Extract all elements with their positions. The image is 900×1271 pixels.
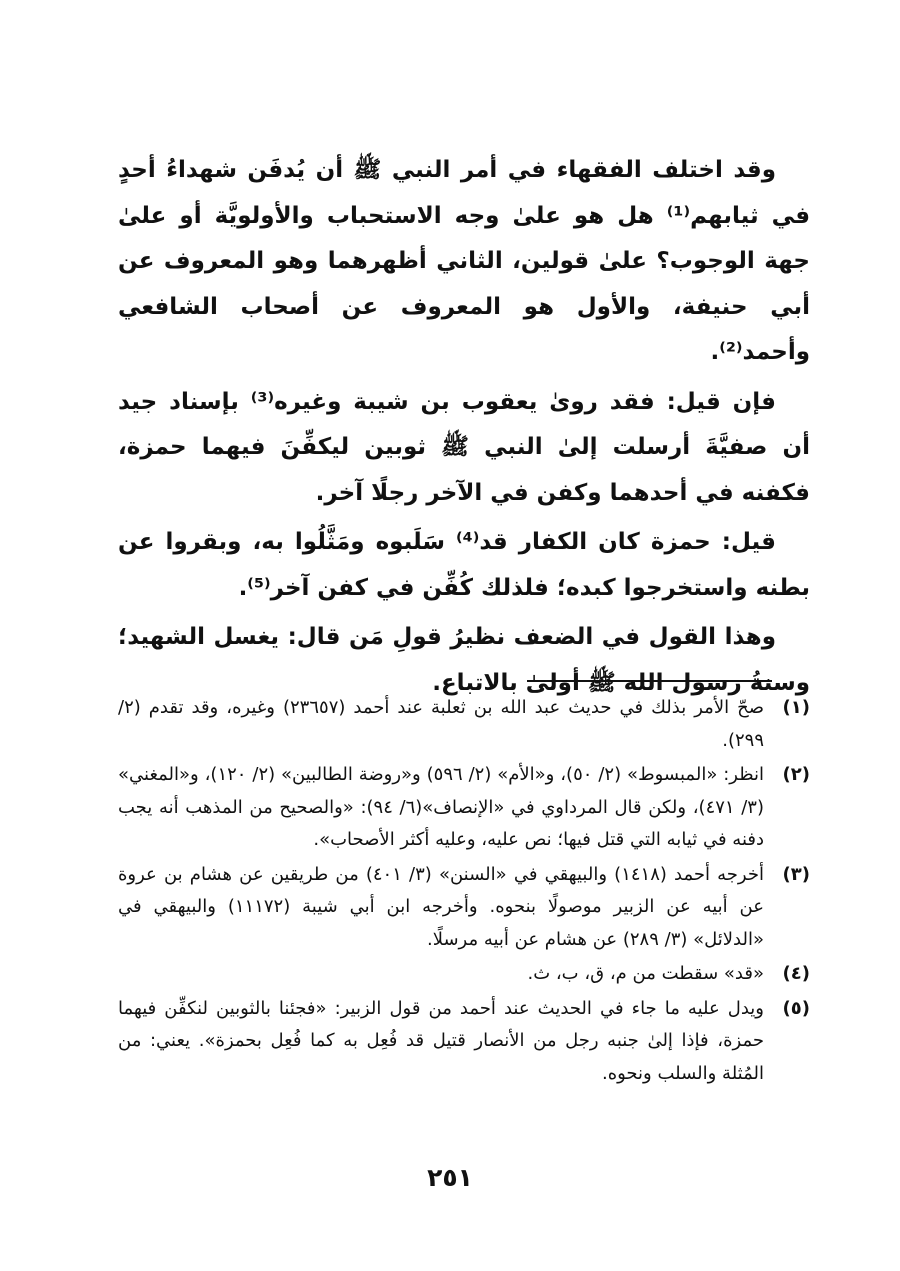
- footnote-2: [118, 759, 810, 857]
- footnote-text: انظر: «المبسوط» (٢/ ٥٠)، و«الأم» (٢/ ٥٩٦) و«روضة الطالبين» (٢/ ١٢٠)، و«المغني» (٣/ ٤٧١)، ولكن قال المرداوي في «الإنصاف»(٦/ ٩٤): «والصحيح من المذهب أنه يجب دفنه في ثيابه التي قتل فيها؛ نص عليه، وعليه أكثر الأصحاب».: [118, 764, 764, 850]
- footnote-text: ويدل عليه ما جاء في الحديث عند أحمد من قول الزبير: «فجئنا بالثوبين لنكفِّن فيهما حمزة، فإذا إلىٰ جنبه رجل من الأنصار قتيل قد فُعِل به كما فُعِل بحمزة». يعني: من المُثلة والسلب ونحوه.: [118, 997, 764, 1084]
- footnote-5: [118, 993, 810, 1091]
- footnote-number: (٢): [782, 764, 810, 785]
- footnote-number: (١): [782, 697, 810, 718]
- paragraph-reply-hamza: قيل: حمزة كان الكفار قد⁽⁴⁾ سَلَبوه ومَثَّلُوا به، وبقروا عن بطنه واستخرجوا كبده؛ فلذلك كُفِّن في كفن آخر⁽⁵⁾.: [118, 529, 810, 601]
- footnote-1: [118, 692, 810, 757]
- footnote-4: [118, 958, 810, 991]
- footnote-3: [118, 859, 810, 957]
- paragraph-conclusion: وهذا القول في الضعف نظيرُ قولِ مَن قال: يغسل الشهيد؛ وسنةُ رسول الله ﷺ أولىٰ بالاتباع.: [118, 624, 810, 696]
- main-text-body: [118, 148, 810, 706]
- footnote-separator: [527, 680, 772, 682]
- paragraph-objection-safiyya: فإن قيل: فقد روىٰ يعقوب بن شيبة وغيره⁽³⁾ بإسناد جيد أن صفيَّةَ أرسلت إلىٰ النبي ﷺ ثوبين ليكفِّنَ فيهما حمزة، فكفنه في أحدهما وكفن في الآخر رجلًا آخر.: [118, 388, 810, 506]
- page-number: ٢٥١: [427, 1163, 473, 1192]
- footnote-number: (٥): [782, 997, 810, 1019]
- footnote-text: أخرجه أحمد (١٤١٨) والبيهقي في «السنن» (٣/ ٤٠١) من طريقين عن هشام بن عروة عن أبيه عن الزبير موصولًا بنحوه. وأخرجه ابن أبي شيبة (١١١٧٢) والبيهقي في «الدلائل» (٣/ ٢٨٩) عن هشام عن أبيه مرسلًا.: [118, 863, 764, 950]
- footnote-text: صحّ الأمر بذلك في حديث عبد الله بن ثعلبة عند أحمد (٢٣٦٥٧) وغيره، وقد تقدم (٢/ ٢٩٩).: [118, 697, 765, 751]
- footnote-number: (٣): [782, 863, 810, 885]
- paragraph-burial-of-martyrs: وقد اختلف الفقهاء في أمر النبي ﷺ أن يُدفَن شهداءُ أحدٍ في ثيابهم⁽¹⁾ هل هو علىٰ وجه الاستحباب والأولويَّة أو علىٰ جهة الوجوب؟ علىٰ قولين، الثاني أظهرهما وهو المعروف عن أبي حنيفة، والأول هو المعروف عن أصحاب الشافعي وأحمد⁽²⁾.: [118, 157, 811, 365]
- footnotes: [118, 692, 810, 1090]
- footnote-number: (٤): [782, 963, 810, 984]
- footnote-text: «قد» سقطت من م، ق، ب، ث.: [527, 963, 764, 984]
